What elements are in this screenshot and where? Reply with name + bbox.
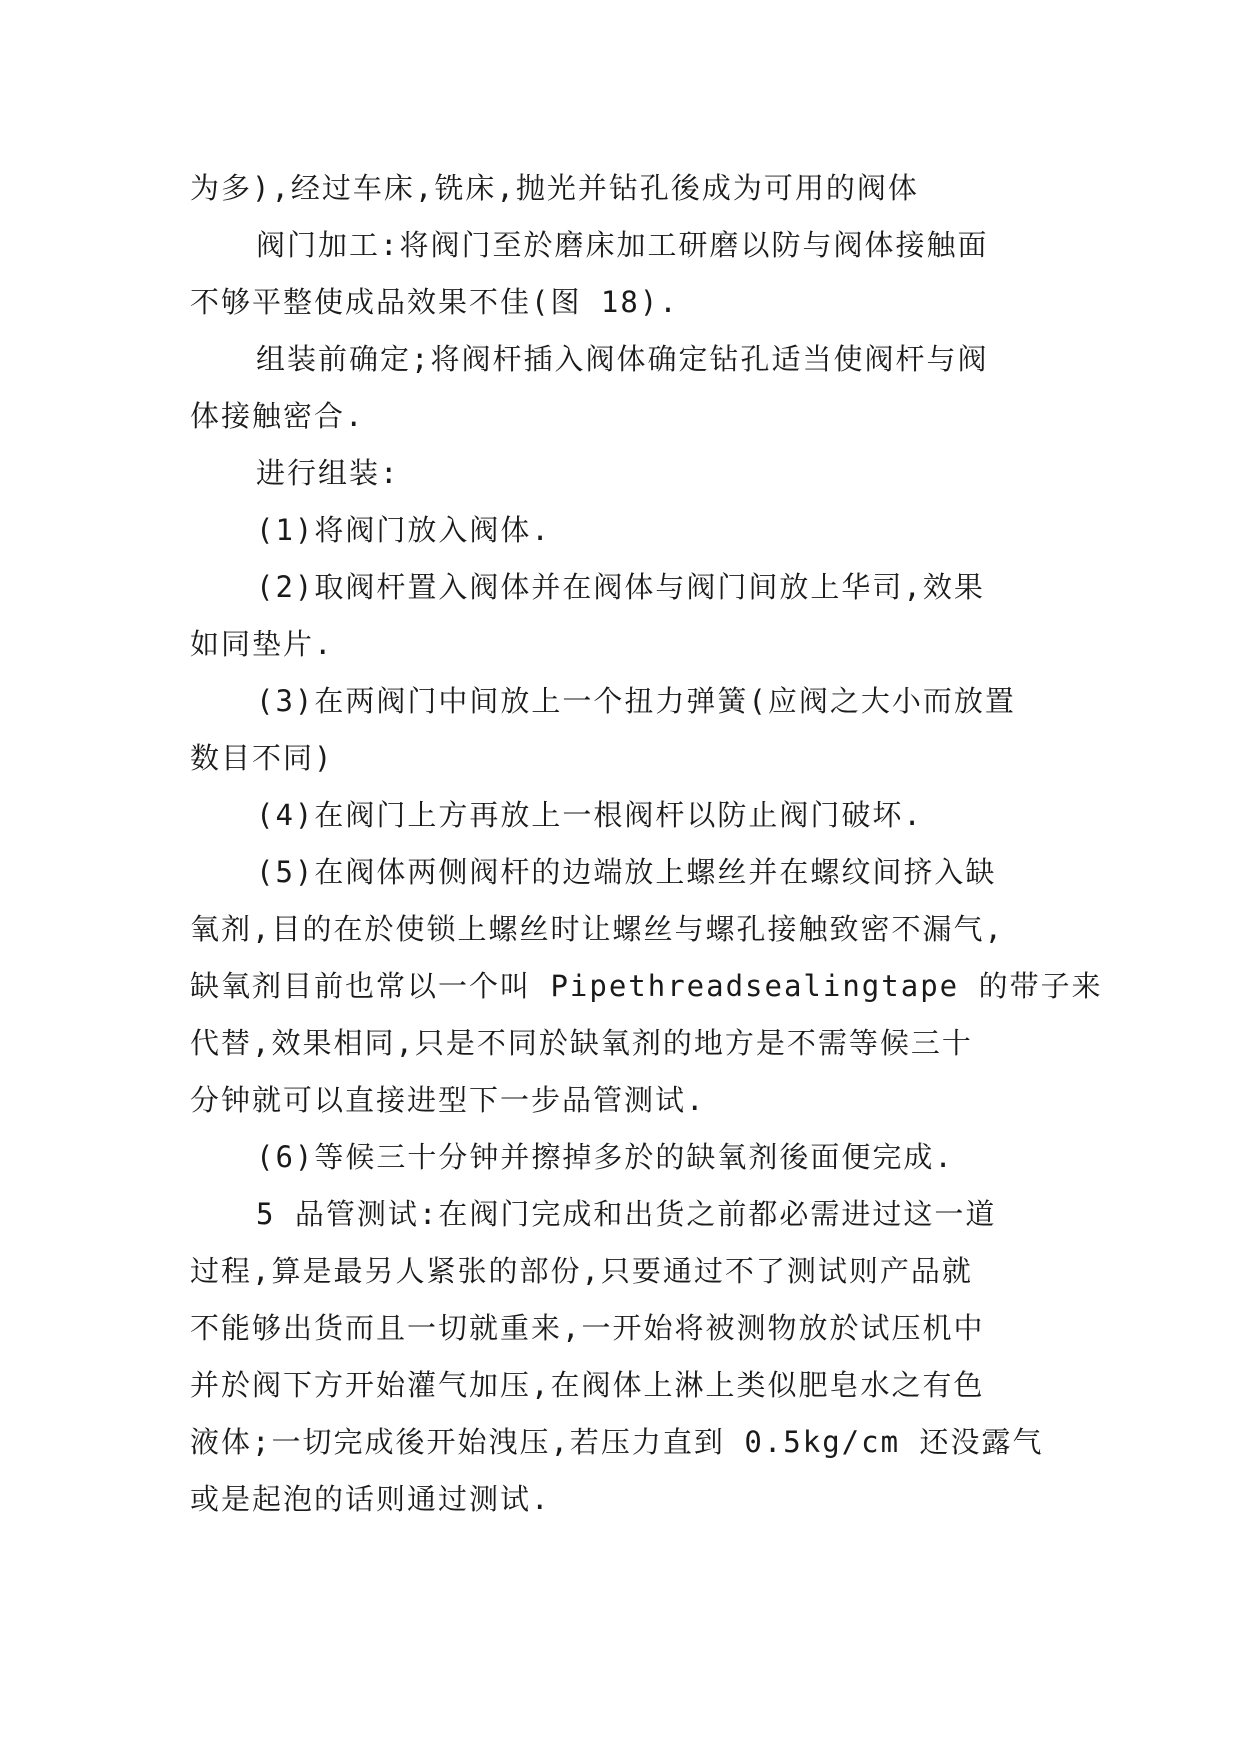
text-line: 不够平整使成品效果不佳(图 18). [190, 285, 679, 319]
text-line: 氧剂,目的在於使锁上螺丝时让螺丝与螺孔接触致密不漏气, [190, 912, 1004, 946]
text-line: 组装前确定;将阀杆插入阀体确定钻孔适当使阀杆与阀 [256, 342, 989, 376]
text-line: (2)取阀杆置入阀体并在阀体与阀门间放上华司,效果 [256, 570, 985, 604]
text-line: 缺氧剂目前也常以一个叫 Pipethreadsealingtape 的带子来 [190, 969, 1103, 1003]
text-line: (5)在阀体两侧阀杆的边端放上螺丝并在螺纹间挤入缺 [256, 855, 997, 889]
text-line: 进行组装: [256, 456, 400, 490]
text-line: (1)将阀门放入阀体. [256, 513, 551, 547]
text-line: 体接触密合. [190, 399, 365, 433]
text-line: 液体;一切完成後开始洩压,若压力直到 0.5kg/cm 还没露气 [190, 1425, 1044, 1459]
text-line: 数目不同) [190, 741, 334, 775]
text-line: 不能够出货而且一切就重来,一开始将被测物放於试压机中 [190, 1311, 985, 1345]
text-line: 或是起泡的话则通过测试. [190, 1482, 551, 1516]
document-body [190, 160, 1103, 1528]
text-line: 阀门加工:将阀门至於磨床加工研磨以防与阀体接触面 [256, 228, 989, 262]
text-line: 代替,效果相同,只是不同於缺氧剂的地方是不需等候三十 [190, 1026, 973, 1060]
text-line: 为多),经过车床,铣床,抛光并钻孔後成为可用的阀体 [190, 171, 919, 205]
text-line: 分钟就可以直接进型下一步品管测试. [190, 1083, 706, 1117]
text-line: 如同垫片. [190, 627, 334, 661]
text-line: (3)在两阀门中间放上一个扭力弹簧(应阀之大小而放置 [256, 684, 1016, 718]
text-line: 5 品管测试:在阀门完成和出货之前都必需进过这一道 [256, 1197, 997, 1231]
text-line: (6)等候三十分钟并擦掉多於的缺氧剂後面便完成. [256, 1140, 954, 1174]
text-line: (4)在阀门上方再放上一根阀杆以防止阀门破坏. [256, 798, 923, 832]
text-line: 并於阀下方开始灌气加压,在阀体上淋上类似肥皂水之有色 [190, 1368, 985, 1402]
text-line: 过程,算是最另人紧张的部份,只要通过不了测试则产品就 [190, 1254, 973, 1288]
